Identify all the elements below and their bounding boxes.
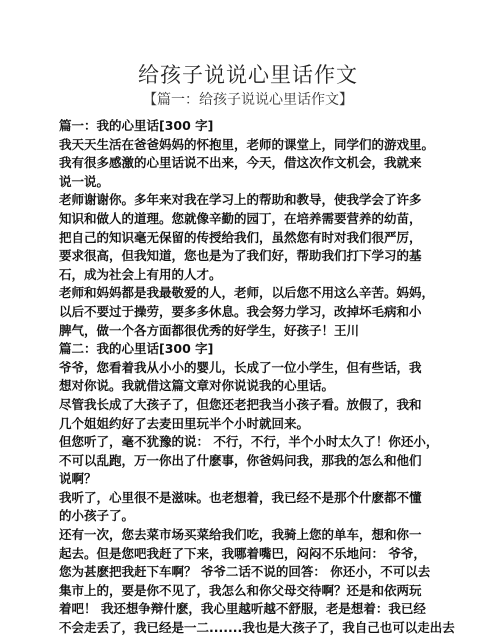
body-line: 要求很高，但我知道，您也是为了我们好，帮助我们打下学习的基 <box>59 248 422 264</box>
body-line: 您为甚麽把我赶下车啊？ 爷爷二话不说的回答： 你还小，不可以去 <box>59 564 431 580</box>
body-line: 说一说。 <box>59 173 110 189</box>
body-line: 石，成为社会上有用的人才。 <box>59 266 222 282</box>
body-line: 但您听了，毫不犹豫的说： 不行，不行，半个小时太久了！你还小， <box>59 434 439 450</box>
body-line: 集市上的，要是你不见了，我怎么和你父母交待啊？还是和依两玩 <box>59 582 422 598</box>
body-line: 老师谢谢你。多年来对我在学习上的帮助和教导，使我学会了许多 <box>59 192 422 208</box>
body-line: 爷爷，您看着我从小小的婴儿，长成了一位小学生，但有些话，我 <box>59 359 422 375</box>
body-line: 以后不要过于操劳，要多多休息。我会努力学习，改掉坏毛病和小 <box>59 303 422 319</box>
document-title: 给孩子说说心里话作文 <box>138 63 358 87</box>
document-subtitle: 【篇一：给孩子说说心里话作文】 <box>143 92 353 108</box>
body-line: 的小孩子了。 <box>59 508 135 524</box>
body-line: 篇一：我的心里话[300 字] <box>59 118 214 133</box>
body-line: 脾气，做一个各方面都很优秀的好学生，好孩子！王川 <box>59 322 360 338</box>
body-line: 知识和做人的道理。您就像辛勤的园丁，在培养需要营养的幼苗， <box>59 210 422 226</box>
body-line: 把自己的知识毫无保留的传授给我们，虽然您有时对我们很严厉， <box>59 229 422 245</box>
body-line: 老师和妈妈都是我最敬爱的人，老师，以后您不用这么辛苦。妈妈， <box>59 285 435 301</box>
body-line: 不会走丢了，我已经是一二.......我也是大孩子了，我自己也可以走出去 <box>59 620 455 636</box>
body-line: 我听了，心里很不是滋味。也老想着，我已经不是那个什麽都不懂 <box>59 489 422 505</box>
body-line: 想对你说。我就借这篇文章对你说说我的心里话。 <box>59 378 335 394</box>
body-line: 不可以乱跑，万一你出了什麽事，你爸妈问我，那我的怎么和他们 <box>59 452 422 468</box>
body-line: 我有很多感激的心里话说不出来，今天，借这次作文机会，我就来 <box>59 155 422 171</box>
body-line: 说啊？ <box>59 471 97 487</box>
body-line: 尽管我长成了大孩子了，但您还老把我当小孩子看。放假了，我和 <box>59 396 422 412</box>
body-line: 起去。但是您吧我赶了下来，我哪着嘴巴，闷闷不乐地问： 爷爷， <box>59 545 426 561</box>
document-body <box>59 117 455 638</box>
body-line: 几个姐姐约好了去麦田里玩半个小时就回来。 <box>59 415 310 431</box>
body-line: 还有一次，您去菜市场买菜给我们吃，我骑上您的单车，想和你一 <box>59 527 422 543</box>
body-line: 篇二：我的心里话[300 字] <box>59 341 214 357</box>
body-line: 着吧！ 我还想争辩什麽，我心里越听越不舒服，老是想着：我已经 <box>59 601 426 617</box>
body-line: 我天天生活在爸爸妈妈的怀抱里，老师的课堂上，同学们的游戏里。 <box>59 136 435 152</box>
